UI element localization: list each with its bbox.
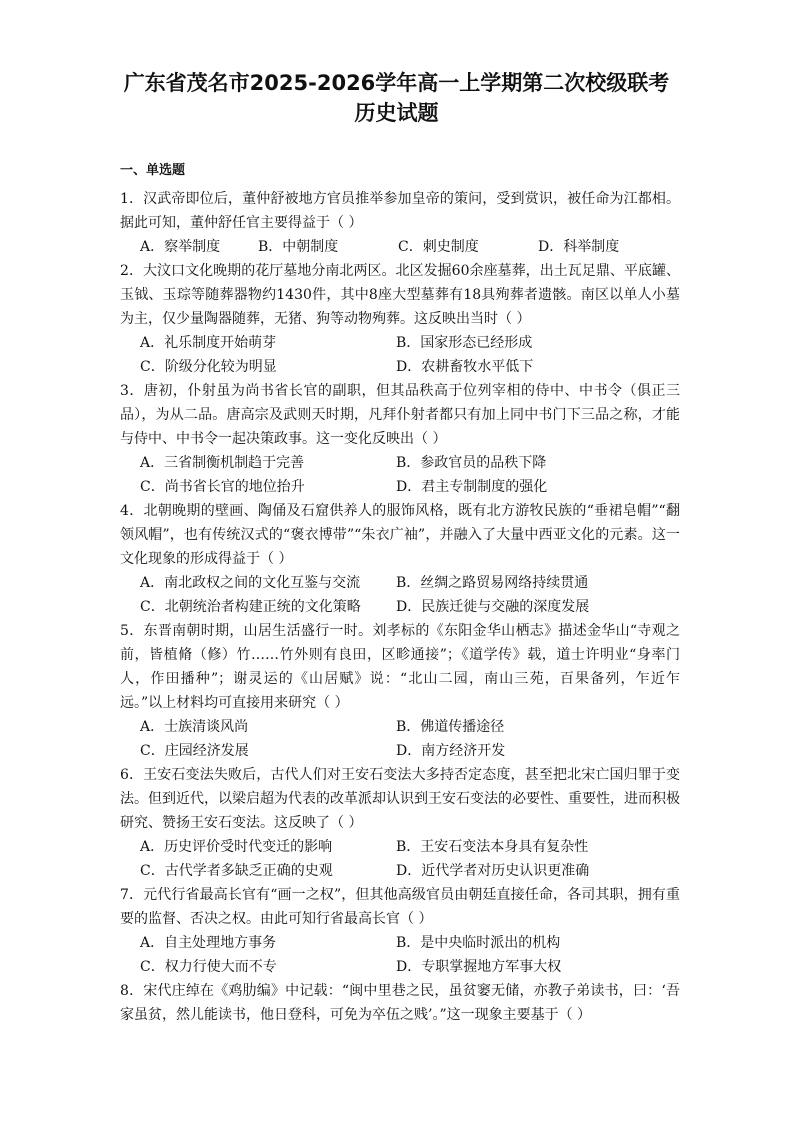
option-c: C．庄园经济发展 <box>140 743 249 759</box>
option-row <box>120 835 680 883</box>
section-heading: 一、单选题 <box>120 163 186 178</box>
question-6 <box>120 763 680 883</box>
option-d: D．科举制度 <box>538 239 620 255</box>
question-5 <box>120 619 680 763</box>
question-stem: 1．汉武帝即位后，董仲舒被地方官员推举参加皇帝的策问，受到赏识，被任命为江都相。据此可知，董仲舒任官主要得益于（ ） <box>120 191 680 231</box>
option-c: C．权力行使大而不专 <box>140 959 277 975</box>
question-stem: 4．北朝晚期的壁画、陶俑及石窟供养人的服饰风格，既有北方游牧民族的“垂裙皂帽”“翻领风帽”，也有传统汉式的“褒衣博带”“朱衣广袖”，并融入了大量中西亚文化的元素。这一文化现象的形成得益于（ ） <box>120 503 680 567</box>
option-c: C．北朝统治者构建正统的文化策略 <box>140 599 361 615</box>
question-1 <box>120 187 680 259</box>
option-a: A．南北政权之间的文化互鉴与交流 <box>140 575 361 591</box>
question-stem: 8．宋代庄绰在《鸡肋编》中记载：“闽中里巷之民，虽贫窭无储，亦教子弟读书，曰：‘吾家虽贫，然儿能读书，他日登科，可免为卒伍之贱’。”这一现象主要基于（ ） <box>120 983 680 1023</box>
title-line-1: 广东省茂名市2025-2026学年高一上学期第二次校级联考 <box>123 71 670 95</box>
option-a: A．历史评价受时代变迁的影响 <box>140 839 333 855</box>
question-stem: 6．王安石变法失败后，古代人们对王安石变法大多持否定态度，甚至把北宋亡国归罪于变法。但到近代，以梁启超为代表的改革派却认识到王安石变法的必要性、重要性，进而积极研究、赞扬王安石变法。这反映了（ ） <box>120 767 680 831</box>
option-d: D．专职掌握地方军事大权 <box>396 959 562 975</box>
option-d: D．农耕畜牧水平低下 <box>396 359 534 375</box>
question-8 <box>120 979 680 1027</box>
document-title <box>0 68 793 128</box>
option-b: B．丝绸之路贸易网络持续贯通 <box>396 575 589 591</box>
question-2 <box>120 259 680 379</box>
option-row <box>120 331 680 379</box>
question-stem: 3．唐初，仆射虽为尚书省长官的副职，但其品秩高于位列宰相的侍中、中书令（俱正三品），为从二品。唐高宗及武则天时期，凡拜仆射者都只有加上同中书门下三品之称，才能与侍中、中书令一起决策政事。这一变化反映出（ ） <box>120 383 680 447</box>
question-stem: 5．东晋南朝时期，山居生活盛行一时。刘孝标的《东阳金华山栖志》描述金华山“寺观之前，皆植脩（修）竹……竹外则有良田，区畛通接”；《道学传》载，道士许明业“身率门人，作田播种”；谢灵运的《山居赋》说：“北山二园，南山三苑，百果备列，乍近乍远。”以上材料均可直接用来研究（ ） <box>120 623 680 711</box>
option-a: A．自主处理地方事务 <box>140 935 277 951</box>
question-stem: 7．元代行省最高长官有“画一之权”，但其他高级官员由朝廷直接任命，各司其职，拥有重要的监督、否决之权。由此可知行省最高长官（ ） <box>120 887 680 927</box>
option-d: D．南方经济开发 <box>396 743 506 759</box>
option-d: D．君主专制制度的强化 <box>396 479 548 495</box>
option-c: C．古代学者多缺乏正确的史观 <box>140 863 333 879</box>
option-b: B．参政官员的品秩下降 <box>396 455 547 471</box>
option-b: B．王安石变法本身具有复杂性 <box>396 839 589 855</box>
option-row <box>120 571 680 619</box>
option-c: C．阶级分化较为明显 <box>140 359 277 375</box>
option-row <box>120 715 680 763</box>
option-a: A．礼乐制度开始萌芽 <box>140 335 277 351</box>
option-a: A．察举制度 <box>140 239 221 255</box>
title-line-2: 历史试题 <box>354 101 439 125</box>
option-d: D．民族迁徙与交融的深度发展 <box>396 599 590 615</box>
option-c: C．刺史制度 <box>398 239 479 255</box>
question-3 <box>120 379 680 499</box>
option-row <box>120 451 680 499</box>
question-7 <box>120 883 680 979</box>
option-b: B．是中央临时派出的机构 <box>396 935 561 951</box>
option-a: A．士族清谈风尚 <box>140 719 249 735</box>
option-b: B．国家形态已经形成 <box>396 335 533 351</box>
option-d: D．近代学者对历史认识更准确 <box>396 863 590 879</box>
option-row <box>120 931 680 979</box>
question-stem: 2．大汶口文化晚期的花厅墓地分南北两区。北区发掘60余座墓葬，出土瓦足鼎、平底罐、玉钺、玉琮等随葬器物约1430件，其中8座大型墓葬有18具殉葬者遗骸。南区以单人小墓为主，仅少量陶器随葬，无猪、狗等动物殉葬。这反映出当时（ ） <box>120 263 680 327</box>
option-b: B．佛道传播途径 <box>396 719 505 735</box>
question-4 <box>120 499 680 619</box>
option-c: C．尚书省长官的地位抬升 <box>140 479 305 495</box>
option-row <box>120 235 680 259</box>
question-list <box>120 187 680 1027</box>
option-a: A．三省制衡机制趋于完善 <box>140 455 305 471</box>
option-b: B．中朝制度 <box>258 239 339 255</box>
